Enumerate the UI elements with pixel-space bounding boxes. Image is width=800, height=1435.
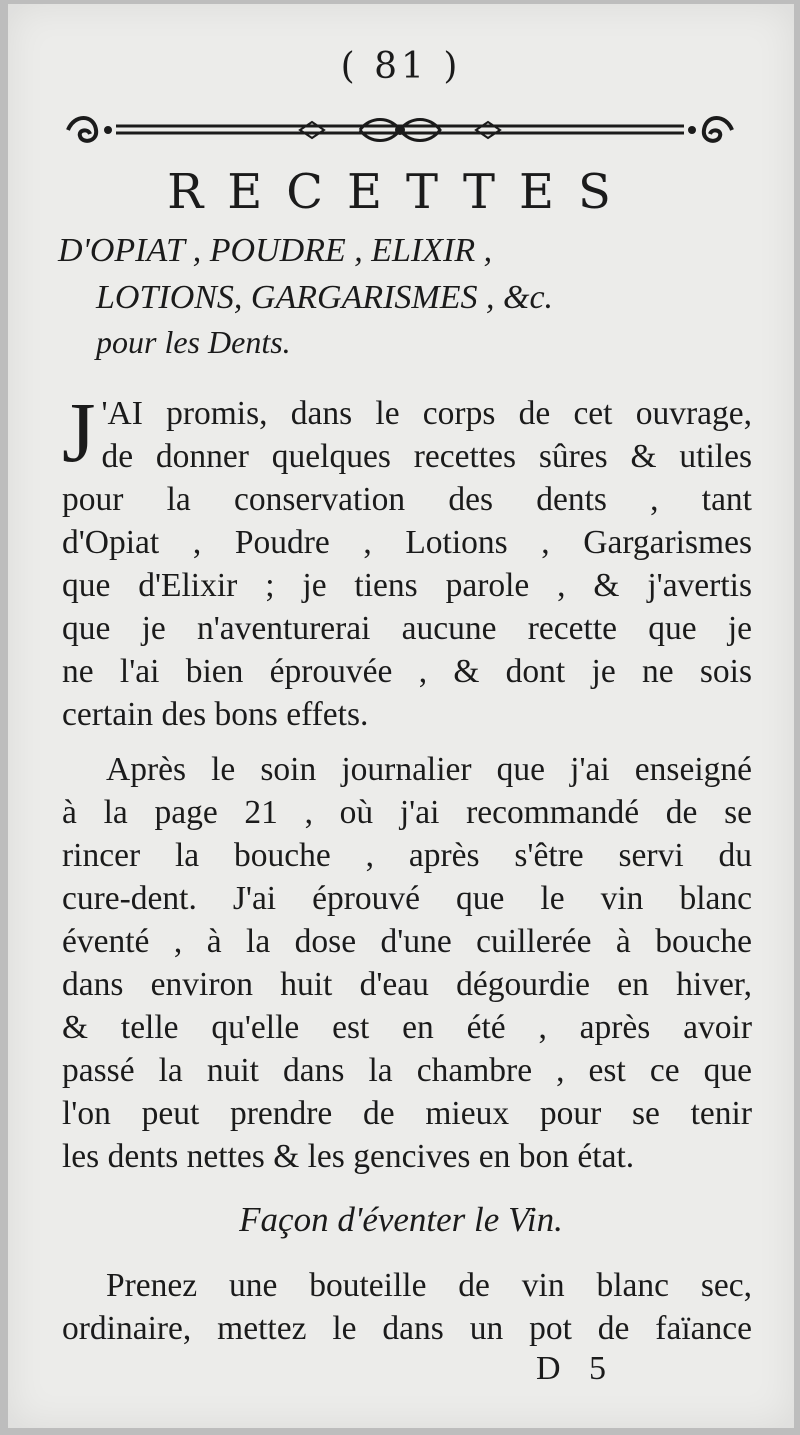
book-page [8, 4, 794, 1428]
text-line: dans environ huit d'eau dégourdie en hiver, [62, 966, 752, 1003]
signature-mark: D 5 [536, 1350, 617, 1387]
text-line: ordinaire, mettez le dans un pot de faïance [62, 1310, 752, 1347]
text-line: rincer la bouche , après s'être servi du [62, 837, 752, 874]
subtitle-line-3: pour les Dents. [96, 324, 291, 360]
paragraph-2 [62, 748, 752, 1178]
drop-cap: J [62, 384, 96, 480]
text-line: de donner quelques recettes sûres & utiles [101, 438, 752, 475]
text-line: certain des bons effets. [62, 696, 369, 733]
recipe-heading: Façon d'éventer le Vin. [239, 1200, 563, 1239]
text-line: éventé , à la dose d'une cuillerée à bouche [62, 923, 752, 960]
text-line: ne l'ai bien éprouvée , & dont je ne sois [62, 653, 752, 690]
page-number: ( 81 ) [340, 46, 462, 87]
text-line: les dents nettes & les gencives en bon état. [62, 1138, 635, 1175]
text-line: que d'Elixir ; je tiens parole , & j'avertis [62, 567, 752, 604]
text-line: pour la conservation des dents , tant [62, 481, 752, 518]
subtitle-line-2: LOTIONS, GARGARISMES , &c. [96, 279, 554, 316]
text-line: passé la nuit dans la chambre , est ce que [62, 1052, 752, 1089]
text-line: cure-dent. J'ai éprouvé que le vin blanc [62, 880, 752, 917]
section-title: RECETTES [167, 164, 635, 220]
paragraph-3 [62, 1264, 752, 1350]
text-line: & telle qu'elle est en été , après avoir [62, 1009, 752, 1046]
text-line: que je n'aventurerai aucune recette que je [62, 610, 752, 647]
text-line: Après le soin journalier que j'ai enseigné [106, 751, 752, 788]
paragraph-1 [62, 384, 752, 736]
text-line: Prenez une bouteille de vin blanc sec, [106, 1267, 752, 1304]
text-line: l'on peut prendre de mieux pour se tenir [62, 1095, 752, 1132]
subtitle-line-1: D'OPIAT , POUDRE , ELIXIR , [58, 232, 493, 269]
text-line: d'Opiat , Poudre , Lotions , Gargarismes [62, 524, 752, 561]
text-line: 'AI promis, dans le corps de cet ouvrage, [101, 395, 752, 432]
decorative-ornament-band [60, 106, 740, 152]
text-line: à la page 21 , où j'ai recommandé de se [62, 794, 752, 831]
